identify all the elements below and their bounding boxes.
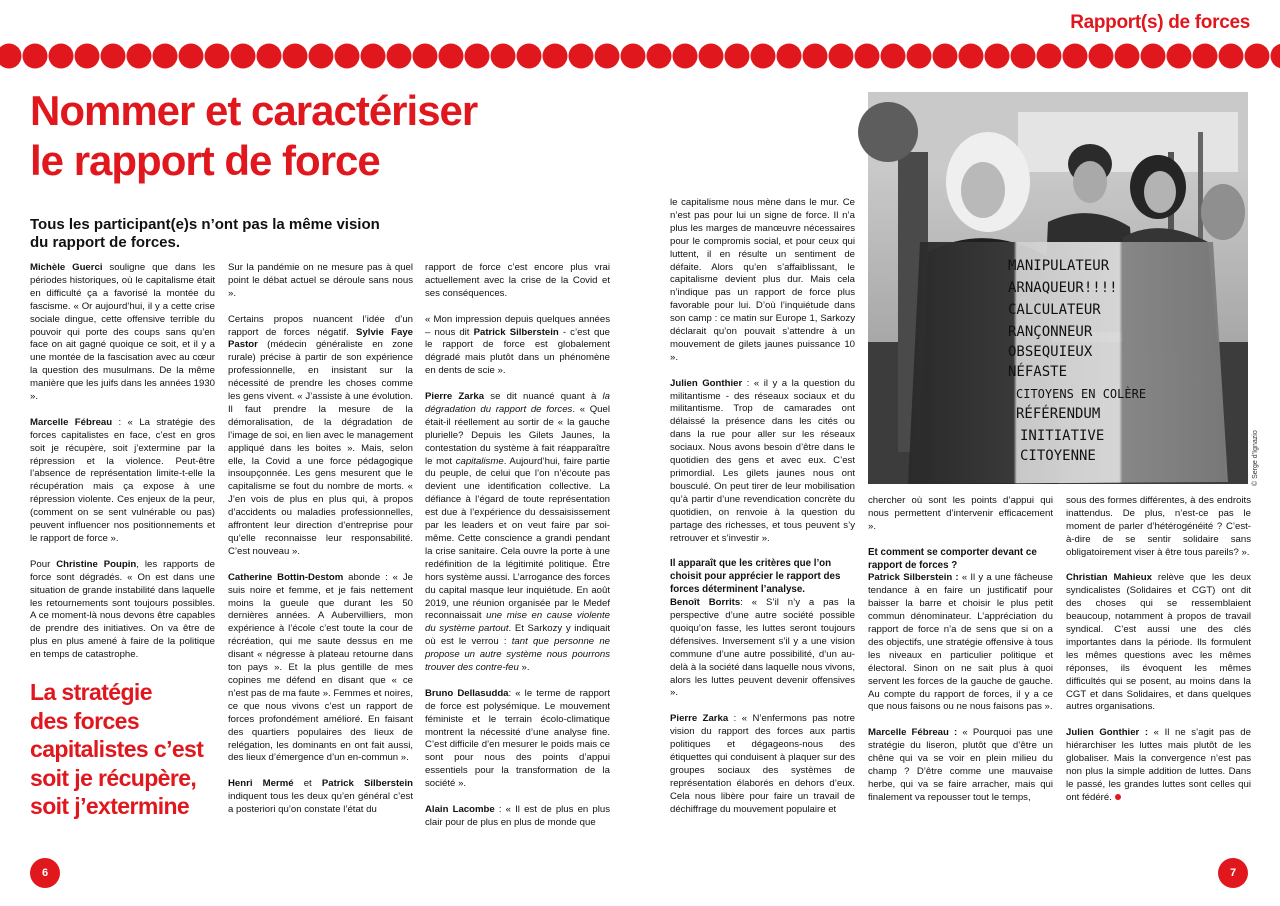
photo-credit: © Serge d’Ignazio [1252,430,1259,486]
speaker-name: Patrick Silberstein : [868,572,959,584]
protest-photo-graphic [868,92,1248,484]
text-column-2 [228,262,413,822]
banner-text: RÉFÉRENDUM [1016,406,1101,422]
paragraph: rapport de force c’est encore plus vrai actuellement avec la crise de la Covid et ses conséquences. [425,262,610,299]
page-number-right: 7 [1218,858,1248,888]
speaker-name: Henri Mermé [228,778,294,790]
paragraph: Pour Christine Poupin, les rapports de force sont dégradés. « On est dans une situation de grande instabilité dans laquelle les retournements sont toujours possibles. A ce moment-là nous devons être capables de prendre des initiatives. On va être de plus en plus amené à faire de la politique en temps de catastrophe. [30,558,215,661]
speaker-name: Julien Gonthier : [1066,727,1149,739]
paragraph: Julien Gonthier : « Il ne s’agit pas de hiérarchiser les luttes mais plutôt de les globaliser. Mais la convergence n’est pas non plus la simple addition de luttes. Dans le passé, les grandes luttes sont celles qui ont fédéré. [1066,727,1251,803]
paragraph: « Mon impression depuis quelques années – nous dit Patrick Silberstein - c’est que le rapport de force est globalement dégradé mais plutôt dans un phénomène en dents de scie ». [425,313,610,377]
speaker-name: Christian Mahieux [1066,572,1152,584]
paragraph: Marcelle Fébreau : « Pourquoi pas une stratégie du liseron, plutôt que d’être un chêne qui va se voir en plein milieu du champ ? D’être comme une mauvaise herbe, qui va se faire arracher, mais qui finalement va repousser tout le temps, [868,727,1053,803]
paragraph: Benoît Borrits: « S’il n’y a pas la perspective d’une autre société possible quoiqu’on fasse, les luttes seront toujours défensives. Inversement s’il y a une vision commune d’une autre possibilité, d’un au-delà à la société dans laquelle nous vivons, alors les luttes peuvent devenir offensives ». [670,597,856,699]
speaker-name: Sylvie Faye Pastor [228,326,413,351]
paragraph: le capitalisme nous mène dans le mur. Ce n’est pas pour lui un signe de force. Il n’a plus les marges de manœuvre nécessaires pour le compromis social, et pour ceux qui luttent, il en résulte un sentiment de défaite. Alors qu’en s’affaiblissant, le capitalisme devient plus dur. Mais cela n’indique pas un rapport de force plus favorable pour lui. D’où l’inquiétude dans son camp : ce matin sur Europe 1, Sarkozy déclarait qu’on pouvait s’attendre à un mouvement de gilets jaunes puissance 10 ». [670,197,855,363]
section-question: Il apparaît que les critères que l’on choisit pour apprécier le rapport des forces déterminent l’analyse. [670,558,841,596]
paragraph: Pierre Zarka : « N’enfermons pas notre vision du rapport des forces aux partis politiques et dégageons-nous des étiquettes qui conduisent à plaquer sur des groupes sociaux des systèmes de représentation élaborés en dehors d’eux. Cela nous libère pour faire un travail de déchiffrage du mouvement populaire et [670,713,855,815]
banner-text: OBSEQUIEUX [1008,344,1093,360]
dotted-border-graphic [0,42,1280,70]
speaker-name: Patrick Silberstein [321,778,413,790]
speaker-name: Christine Poupin [56,558,137,570]
text-column-4 [670,197,855,822]
speaker-name: Bruno Dellasudda [425,687,509,699]
banner-text: CALCULATEUR [1008,302,1101,318]
text-column-6 [1066,495,1251,822]
text-column-1 [30,262,216,661]
title-line-1: Nommer et caractériser [30,87,478,134]
banner-text: MANIPULATEUR [1008,258,1110,274]
paragraph: Christian Mahieux relève que les deux syndicalistes (Solidaires et CGT) ont dit des choses qui se ressemblaient beaucoup, notamment à propos de travail syndical. C’est aussi une des clés importantes dans la période. Ils formulent les mêmes questions avec les mêmes réponses, ils évoquent les mêmes difficultés qui se posent, au moins dans la CGT et dans Solidaires, et dans quelques autres organisations. [1066,572,1251,713]
banner-text: CITOYENS EN COLÈRE [1016,387,1147,401]
article-subtitle: Tous les participant(e)s n’ont pas la même vision du rapport de forces. [30,216,380,251]
page-number-left: 6 [30,858,60,888]
speaker-name: Marcelle Fébreau [30,416,113,428]
banner-text: CITOYENNE [1020,448,1096,464]
banner-text: RANÇONNEUR [1008,324,1093,340]
text-column-5 [868,495,1053,822]
speaker-name: Marcelle Fébreau : [868,727,958,739]
paragraph: Julien Gonthier : « il y a la question du militantisme - des réseaux sociaux et du militantisme. Trop de camarades ont délaissé la présence dans les cités ou dans la rue pour aller sur les réseaux sociaux. Nous avons besoin d’être dans le quotidien des gens et avec eux. C’est primordial. Les gilets jaunes nous ont bousculé. On peut tirer de leur mobilisation qu’à partir d’une revendication concrète du quotidien, on renvoie à la question du partage des richesses, et tous peuvent s’y retrouver et s’investir ». [670,377,855,544]
text-column-3 [425,262,611,828]
paragraph: chercher où sont les points d’appui qui nous permettent d’intervenir efficacement ». [868,495,1053,532]
paragraph: Marcelle Fébreau : « La stratégie des forces capitalistes en face, c’est en gros soit je récupère, soit j’extermine par la répression et la violence. Peut-être l’absence de représentation limite-t-elle la récupération mais ça expose à une répression violente. Ces enjeux de la peur, (comment on se sent vulnérable ou pas) peuvent influencer nos positionnements et le rapport de force ». [30,416,215,545]
protest-photo [868,92,1248,484]
title-line-2: le rapport de force [30,137,380,184]
paragraph: Catherine Bottin-Destom abonde : « Je suis noire et femme, et je fais nettement moins la gueule que durant les 50 dernières années. A Aubervilliers, mon expérience à l’école c’est toute la cour de récréation, qui me saute dessus en me disant « négresse à plateau retourne dans ton pays ». Et la plus gentille de mes copines me défend en disant que « ce n’est pas de ma faute ». Femmes et noires, ce que nous vivons c’est un rapport de forces profondément amélioré. En faisant des quartiers populaires des lieux de relégation, les dominants en ont fait aussi, des lieux d’émergence d’un en-commun ». [228,571,414,764]
speaker-name: Catherine Bottin-Destom [228,571,344,583]
paragraph: Sur la pandémie on ne mesure pas à quel point le débat actuel se déroule sans nous ». [228,262,413,299]
paragraph: sous des formes différentes, à des endroits inattendus. De plus, n’est-ce pas le moment de parler d’hétérogénéité ? C’est-à-dire de se sentir solidaire sans obligatoirement viser à être tous pareils? ». [1066,495,1251,558]
paragraph: Pierre Zarka se dit nuancé quant à la dégradation du rapport de forces. « Quel était-il réellement au sortir de « la gauche plurielle? Depuis les Gilets Jaunes, la contestation du système à fait réapparaître le mot capitalisme. Aujourd’hui, faire partie du peuple, de celui que l’on n’écoute pas devient une identification collective. La défiance à l’égard de toute représentation est due à l’expérience du dessaisissement par les leaders et on veut faire par soi-même. Cette conscience a grandi pendant la crise sanitaire. Cela ouvre la porte à une redéfinition de la légitimité politique. Être hors système aussi. L’arrogance des forces du capital masque leur inquiétude. En août 2019, une réunion organisée par le Medef reconnaissait une mise en cause violente du système partout. Et Sarkozy y indiquait où est le verrou : tant que personne ne propose un autre système nous pourrons trouver des contre-feu ». [425,391,611,674]
banner-text: ARNAQUEUR!!!! [1008,280,1118,296]
section-title: Rapport(s) de forces [1070,12,1250,33]
paragraph: Certains propos nuancent l’idée d’un rapport de forces négatif. Sylvie Faye Pastor (médecin généraliste en zone rurale) précise à partir de son expérience professionnelle, en insistant sur la nécessité de prendre les choses comme les gens vivent. « J’assiste à une évolution. Il faut prendre la mesure de la démoralisation, de la dégradation de l’image de soi, en lien avec le management appliqué dans les boites ». Mais, selon elle, la Covid a une force pédagogique insoupçonnée. Les gens mesurent que le capitalisme se fout du nombre de morts. « J’en vois de plus en plus qui, à propos d’accidents ou maladies professionnelles, affrontent leur direction d’entreprise pour qu’elle reconnaisse leur responsabilité. C’est nouveau ». [228,313,413,557]
banner-text: INITIATIVE [1020,428,1105,444]
speaker-name: Pierre Zarka [670,713,729,725]
paragraph: Alain Lacombe : « Il est de plus en plus clair pour de plus en plus de monde que [425,804,610,828]
paragraph: Michèle Guerci souligne que dans les périodes historiques, où le capitalisme était en difficulté ça a favorisé la montée du fascisme. « Or aujourd’hui, il y a cette crise sociale dingue, cette offensive terrible du pouvoir qui porte des coups sans qu’en face on ait gagné quoique ce soit, et il y a une montée de la fascisation avec au cœur la question des musulmans. De la même manière que les juifs dans les années 1930 ». [30,262,216,403]
pull-quote: La stratégie des forces capitalistes c’est soit je récupère, soit j’extermine [30,679,204,820]
banner-text: NÉFASTE [1008,364,1068,380]
end-of-article-dot [1115,794,1121,800]
speaker-name: Patrick Silberstein [473,326,559,338]
section-question: Et comment se comporter devant ce rapport de forces ? [868,546,1037,571]
paragraph: Bruno Dellasudda: « le terme de rapport de force est polysémique. Le mouvement féministe et le terrain écolo-climatique montrent la nécessité d’une analyse fine. C’est difficile d’en mesurer le poids mais ce sont pour nous des points d’appui essentiels pour la transformation de la société ». [425,687,610,790]
article-title [30,86,477,186]
dotted-border [0,42,1280,70]
speaker-name: Alain Lacombe [425,804,495,815]
speaker-name: Benoît Borrits [670,597,741,609]
speaker-name: Julien Gonthier [670,377,743,389]
speaker-name: Michèle Guerci [30,262,103,273]
paragraph: Henri Mermé et Patrick Silberstein indiquent tous les deux qu’en général c’est a posteriori qu’on constate l’état du [228,778,413,816]
speaker-name: Pierre Zarka [425,391,485,403]
paragraph: Patrick Silberstein : « Il y a une fâcheuse tendance à en faire un justificatif pour baisser la barre et choisir le plus petit commun dénominateur. L’appréciation du rapport de force n’a de sens que si on a des objectifs, une stratégie offensive à tous les niveaux en particulier politique et électoral. Sinon on ne sait plus à quoi servent les forces de la gauche de gauche. Au compte du rapport de forces, il y a ce que nous faisons ou ne nous faisons pas ». [868,572,1054,713]
